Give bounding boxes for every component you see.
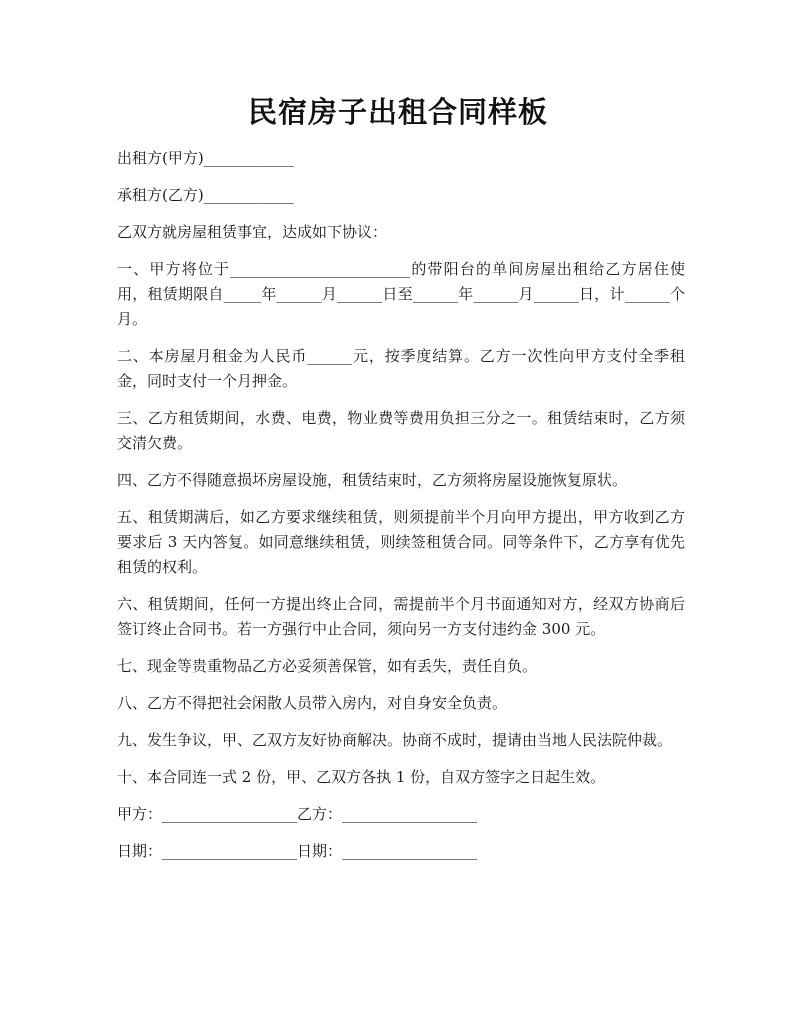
lessor-line: 出租方(甲方)____________ [117, 149, 294, 167]
clause-4: 四、乙方不得随意损坏房屋设施，租赁结束时，乙方须将房屋设施恢复原状。 [117, 471, 628, 489]
clause-2: 二、本房屋月租金为人民币______元，按季度结算。乙方一次性向甲方支付全季租金，同时支付一个月押金。 [117, 347, 685, 390]
clause-7: 七、现金等贵重物品乙方必妥须善保管，如有丢失，责任自负。 [117, 657, 538, 675]
clause-8: 八、乙方不得把社会闲散人员带入房内，对自身安全负责。 [117, 694, 508, 712]
clause-6: 六、租赁期间，任何一方提出终止合同，需提前半个月书面通知对方，经双方协商后签订终止合同书。若一方强行中止合同，须向另一方支付违约金 300 元。 [117, 595, 685, 638]
date-line: 日期：__________________日期：__________________ [117, 842, 478, 860]
clause-3: 三、乙方租赁期间，水费、电费，物业费等费用负担三分之一。租赁结束时，乙方须交清欠费。 [117, 409, 685, 452]
document-title: 民宿房子出租合同样板 [247, 95, 548, 129]
document-body [117, 146, 685, 876]
clause-1: 一、甲方将位于________________________的带阳台的单间房屋出租给乙方居住使用，租赁期限自_____年______月______日至______年______月______日，计______个月。 [117, 260, 685, 328]
agreement-intro: 乙双方就房屋租赁事宜，达成如下协议： [117, 223, 388, 241]
lessee-line: 承租方(乙方)____________ [117, 186, 294, 204]
clause-10: 十、本合同连一式 2 份，甲、乙双方各执 1 份，自双方签字之日起生效。 [117, 768, 606, 786]
signature-line: 甲方：__________________乙方：__________________ [117, 805, 478, 823]
clause-9: 九、发生争议，甲、乙双方友好协商解决。协商不成时，提请由当地人民法院仲裁。 [117, 731, 673, 749]
clause-5: 五、租赁期满后，如乙方要求继续租赁，则须提前半个月向甲方提出，甲方收到乙方要求后 3 天内答复。如同意继续租赁，则续签租赁合同。同等条件下，乙方享有优先租赁的权利。 [117, 508, 685, 576]
